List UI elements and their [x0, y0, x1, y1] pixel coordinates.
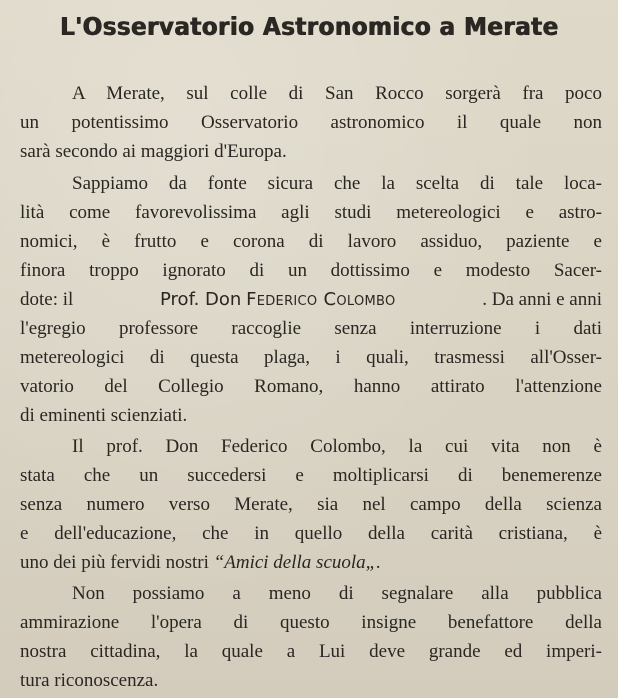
p2-line-9: di eminenti scienziati.	[20, 405, 188, 426]
p1-line-2: un potentissimo Osservatorio astronomico il quale non	[20, 112, 602, 133]
p4-line-3: nostra cittadina, la quale a Lui deve grande ed imperi-	[20, 641, 602, 662]
p4-line-2: ammirazione l'opera di questo insigne benefattore della	[20, 612, 602, 633]
p3-line-1: Il prof. Don Federico Colombo, la cui vita non è	[72, 436, 602, 457]
p3-line-5	[20, 553, 381, 572]
p1-line-3: sarà secondo ai maggiori d'Europa.	[20, 141, 287, 162]
p3-line-4: e dell'educazione, che in quello della carità cristiana, è	[20, 523, 602, 544]
author-fullname: Federico Colombo	[246, 289, 396, 310]
p1-line-1: A Merate, sul colle di San Rocco sorgerà fra poco	[72, 83, 602, 104]
p2-line-5	[20, 290, 602, 309]
p2-line-6: l'egregio professore raccoglie senza interruzione i dati	[20, 318, 602, 339]
p2-line-2: lità come favorevolissima agli studi metereologici e astro-	[20, 202, 602, 223]
quoted-title: “Amici della scuola„.	[213, 552, 381, 573]
author-title: Prof. Don	[160, 289, 242, 310]
article-title: L'Osservatorio Astronomico a Merate	[59, 12, 559, 41]
p2-line-8: vatorio del Collegio Romano, hanno attirato l'attenzione	[20, 376, 602, 397]
author-name	[160, 290, 396, 309]
p2-line-3: nomici, è frutto e corona di lavoro assiduo, paziente e	[20, 231, 602, 252]
p2-line-5-suffix: . Da anni e anni	[482, 289, 602, 310]
p3-line-5-prefix: uno dei più fervidi nostri	[20, 552, 209, 573]
p2-line-7: metereologici di questa plaga, i quali, trasmessi all'Osser-	[20, 347, 602, 368]
p4-line-1: Non possiamo a meno di segnalare alla pubblica	[72, 583, 602, 604]
p2-line-5-prefix: dote: il	[20, 289, 74, 310]
p3-line-3: senza numero verso Merate, sia nel campo della scienza	[20, 494, 602, 515]
p2-line-4: finora troppo ignorato di un dottissimo e modesto Sacer-	[20, 260, 602, 281]
p3-line-2: stata che un succedersi e moltiplicarsi di benemerenze	[20, 465, 602, 486]
p4-line-4: tura riconoscenza.	[20, 670, 159, 691]
p2-line-1: Sappiamo da fonte sicura che la scelta di tale loca-	[72, 173, 602, 194]
